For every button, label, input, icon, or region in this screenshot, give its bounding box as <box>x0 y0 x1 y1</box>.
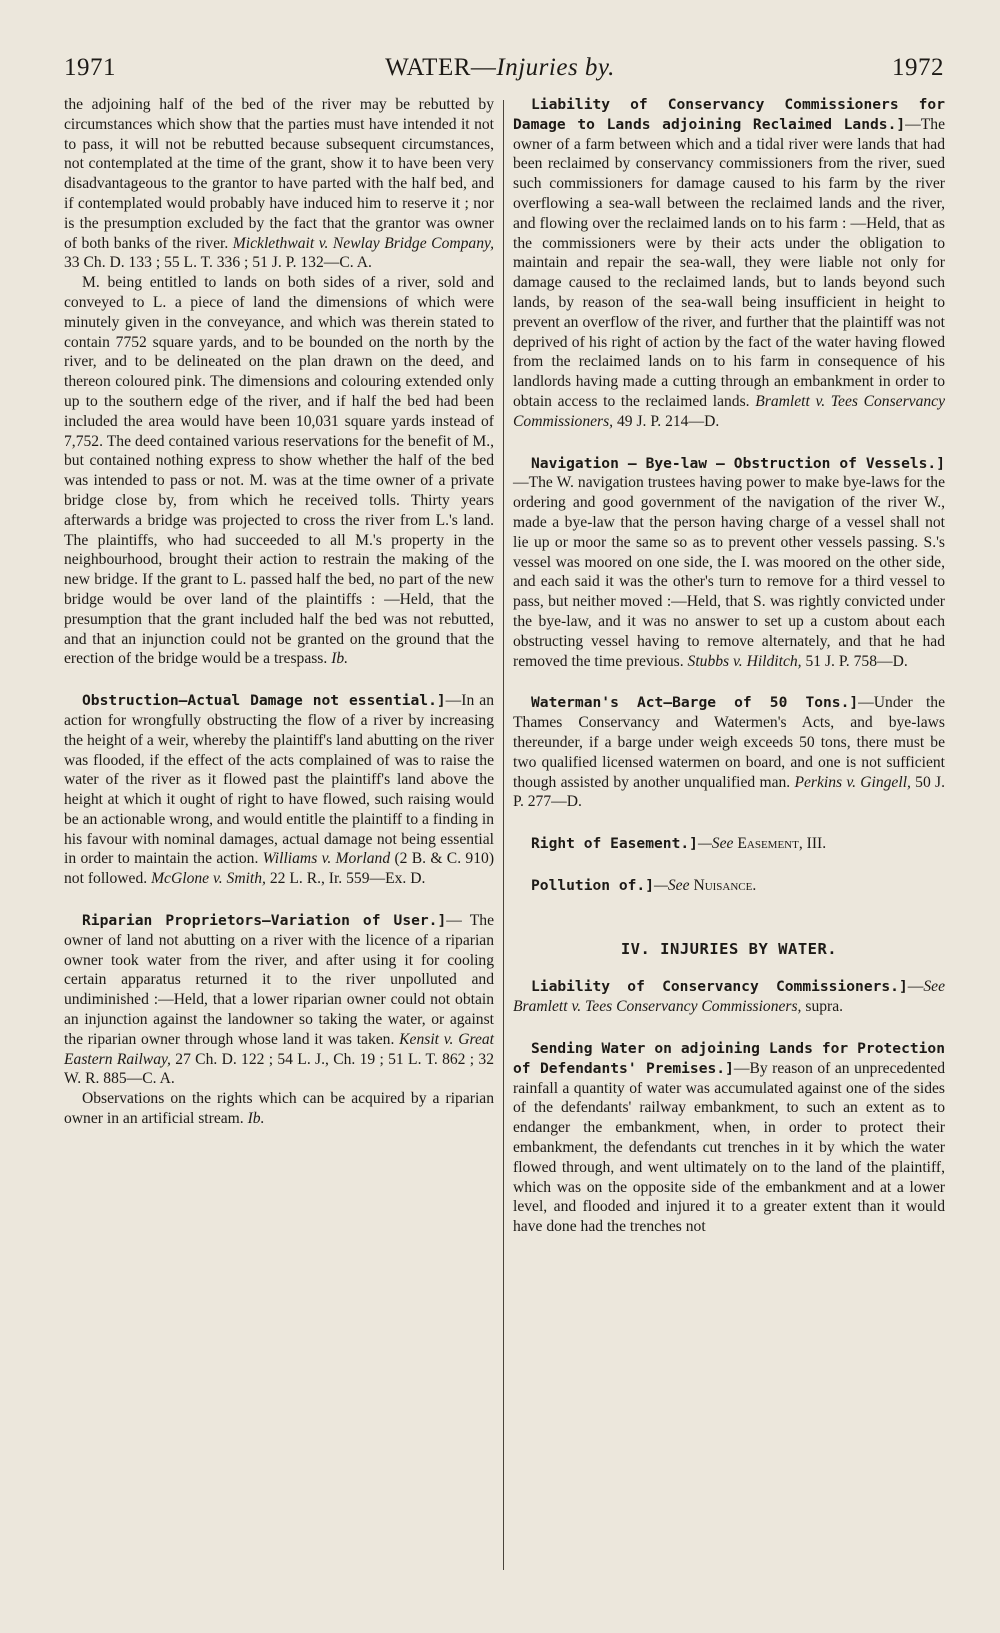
see-reference: —See <box>654 876 690 894</box>
entry-text: —The owner of a farm between which and a tidal river were lands that had been reclaimed by conservancy commissioners from the river, sued such commissioners for damage caused to his farm by the river overflowing a sea-wall between the reclaimed lands and the river, and flowing over the reclaimed lands on to his farm : —Held, that as the commissioners were by their acts under the obligation to maintain and repair the sea-wall, they were liable not only for damage caused to the reclaimed lands, but to lands beyond such lands, by reason of the sea-wall being insufficient in height to prevent an overflow of the river, and further that the plaintiff was not deprived of his right of action by the fact of the water having flowed from the reclaimed lands on to his farm in consequence of his landlords having made a cutting through an embankment in order to obtain access to the reclaimed lands. <box>513 115 945 410</box>
section-heading: IV. INJURIES BY WATER. <box>620 939 838 958</box>
entry-text: —By reason of an unprecedented rainfall a quantity of water was accumulated against one of the sides of the defendants' railway embankment, to such an extent as to endanger the embankment, when, in order to protect their embankment, the defendants cut trenches in it by which the water flowed through, and went ultimately on to the land of the plaintiff, which was on the opposite side of the embankment and at a lower level, and flooded and injured it to a greater extent than it would have done had the trenches not <box>513 1059 945 1236</box>
entry-continuation <box>64 95 494 669</box>
entry-sending-water <box>513 1039 945 1237</box>
case-name: Williams v. Morland <box>262 850 391 868</box>
entry-text: supra. <box>805 998 844 1016</box>
cross-reference: Nuisance. <box>693 876 757 894</box>
case-citation: 22 L. R., Ir. 559—Ex. D. <box>269 870 426 888</box>
entry-navigation <box>513 454 945 672</box>
entry-heading: Liability of Conservancy Commissioners for Damage to Lands adjoining Reclaimed Lands.] <box>513 96 945 133</box>
case-citation: 51 J. P. 758—D. <box>805 652 908 670</box>
case-name: McGlone v. Smith, <box>151 870 266 888</box>
entry-paragraph <box>513 834 945 854</box>
case-citation: 33 Ch. D. 133 ; 55 L. T. 336 ; 51 J. P. 132—C. A. <box>64 254 372 272</box>
case-name: Kensit v. Great Eastern Railway, <box>64 1030 494 1068</box>
entry-heading: Riparian Proprietors—Variation of User.] <box>82 912 447 930</box>
entry-text: — The owner of land not abutting on a river with the licence of a riparian owner took water from the river, and after using it for cooling certain apparatus returned it to the river unpolluted and undiminished :—Held, that a lower riparian owner could not obtain an injunction against the landowner so taking the water, or against the riparian owner through whose land it was taken. <box>64 912 494 1048</box>
entry-heading: Obstruction—Actual Damage not essential.] <box>82 692 446 710</box>
left-column <box>64 95 494 1129</box>
right-page-number: 1972 <box>892 54 944 81</box>
case-ibid: Ib. <box>247 1110 265 1128</box>
entry-paragraph <box>64 273 494 669</box>
entry-paragraph <box>513 977 945 1017</box>
entry-paragraph <box>513 1039 945 1237</box>
entry-text: —The W. navigation trustees having power to make bye-laws for the ordering and good government of the navigation of the river W., made a bye-law that the person having charge of a vessel shall not lie up or moor the same so as to prevent other vessels passing. S.'s vessel was moored on one side, the I. was moored on the other side, and each said it was the other's turn to remove for a third vessel to pass, but neither moved :—Held, that S. was rightly convicted under the bye-law, and it was no answer to set up a custom about each obstructing vessel having to remove alternately, and that he had removed the time previous. <box>513 474 945 670</box>
case-name: Micklethwait v. Newlay Bridge Company, <box>232 234 494 252</box>
running-title-main: WATER— <box>385 54 497 81</box>
case-name: Bramlett v. Tees Conservancy Commissioners, <box>513 392 945 430</box>
see-reference: —See <box>697 835 734 853</box>
entry-paragraph <box>64 95 494 273</box>
case-citation: 49 J. P. 214—D. <box>616 412 720 430</box>
entry-obstruction <box>64 691 494 889</box>
case-ibid: Ib. <box>331 650 349 668</box>
column-divider <box>503 100 504 1570</box>
cross-reference: Easement, III. <box>737 835 827 853</box>
entry-text: M. being entitled to lands on both sides of a river, sold and conveyed to L. a piece of land the dimensions of which were minutely given in the conveyance, and which was therein stated to contain 7752 square yards, and to be bounded on the north by the river, and to be delineated on the plan drawn on the deed, and thereon coloured pink. The dimensions and colouring extended only up to the southern edge of the river, and if half the bed had been included the area would have been 10,031 square yards instead of 7,752. The deed contained various reservations for the benefit of M., but contained nothing express to show whether the half of the bed was intended to pass or not. M. was at the time owner of a private bridge close by, from which he received tolls. Thirty years afterwards a bridge was projected to cross the river from L.'s land. The plaintiffs, who had succeeded to all M.'s property in the neighbourhood, brought their action to restrain the making of the new bridge. If the grant to L. passed half the bed, no part of the new bridge would be over land of the plaintiffs : —Held, that the presumption that the grant included half the bed was not rebutted, and that an injunction could not be granted on the ground that the erection of the bridge would be a trespass. <box>64 274 494 668</box>
entry-text: —In an action for wrongfully obstructing the flow of a river by increasing the height of a weir, whereby the plaintiff's land abutting on the river was flooded, if the effect of the acts complained of was to raise the water of the river as it flowed past the plaintiff's land above the height at which it ought of right to have flowed, such raising would be an actionable wrong, and would entitle the plaintiff to a finding in his favour with nominal damages, actual damage not being essential in order to maintain the action. <box>64 692 494 868</box>
case-name: Stubbs v. Hilditch, <box>687 652 802 670</box>
entry-pollution <box>513 876 945 896</box>
entry-heading: Liability of Conservancy Commissioners.] <box>531 978 908 996</box>
running-title <box>0 54 1000 82</box>
running-header <box>0 54 1000 90</box>
entry-paragraph <box>513 693 945 812</box>
case-name: Perkins v. Gingell, <box>794 773 911 791</box>
entry-text: Observations on the rights which can be acquired by a riparian owner in an artificial stream. <box>64 1090 494 1128</box>
right-column <box>513 95 945 1237</box>
entry-paragraph <box>64 1089 494 1129</box>
entry-heading: Pollution of.] <box>531 876 655 894</box>
entry-text: the adjoining half of the bed of the river may be rebutted by circumstances which show that the parties must have intended it not to pass, it will not be rebutted because subsequent circumstances, not contemplated at the time of the grant, show it to have been very disadvantageous to the grantor to have parted with the half bed, and if contemplated would probably have induced him to reserve it ; nor is the presumption excluded by the fact that the grantor was owner of both banks of the river. <box>64 96 494 252</box>
entry-riparian <box>64 911 494 1129</box>
entry-easement <box>513 834 945 854</box>
see-reference: See Bramlett v. Tees Conservancy Commissioners, <box>513 978 945 1016</box>
entry-text: — <box>907 978 924 996</box>
entry-heading: Waterman's Act—Barge of 50 Tons.] <box>531 694 859 712</box>
entry-paragraph <box>64 911 494 1089</box>
entry-conservancy-liability <box>513 95 945 432</box>
entry-heading: Sending Water on adjoining Lands for Protection of Defendants' Premises.] <box>513 1040 945 1077</box>
entry-heading: Navigation — Bye-law — Obstruction of Vessels.] <box>531 454 945 472</box>
entry-conservancy-see <box>513 977 945 1017</box>
entry-text: (2 B. & C. 910) not followed. <box>64 850 495 888</box>
case-citation: 50 J. P. 277—D. <box>513 773 945 811</box>
case-citation: 27 Ch. D. 122 ; 54 L. J., Ch. 19 ; 51 L. T. 862 ; 32 W. R. 885—C. A. <box>64 1050 494 1088</box>
entry-heading: Right of Easement.] <box>531 835 698 853</box>
entry-paragraph <box>513 876 945 896</box>
entry-paragraph <box>64 691 494 889</box>
running-title-italic: Injuries by. <box>496 54 615 81</box>
left-page-number: 1971 <box>64 54 116 81</box>
entry-text: —Under the Thames Conservancy and Watermen's Acts, and bye-laws thereunder, if a barge under weigh exceeds 50 tons, there must be two qualified licensed watermen on board, and one is not sufficient though assisted by another unqualified man. <box>513 694 945 791</box>
entry-watermans-act <box>513 693 945 812</box>
entry-paragraph <box>513 454 945 672</box>
entry-paragraph <box>513 95 945 432</box>
